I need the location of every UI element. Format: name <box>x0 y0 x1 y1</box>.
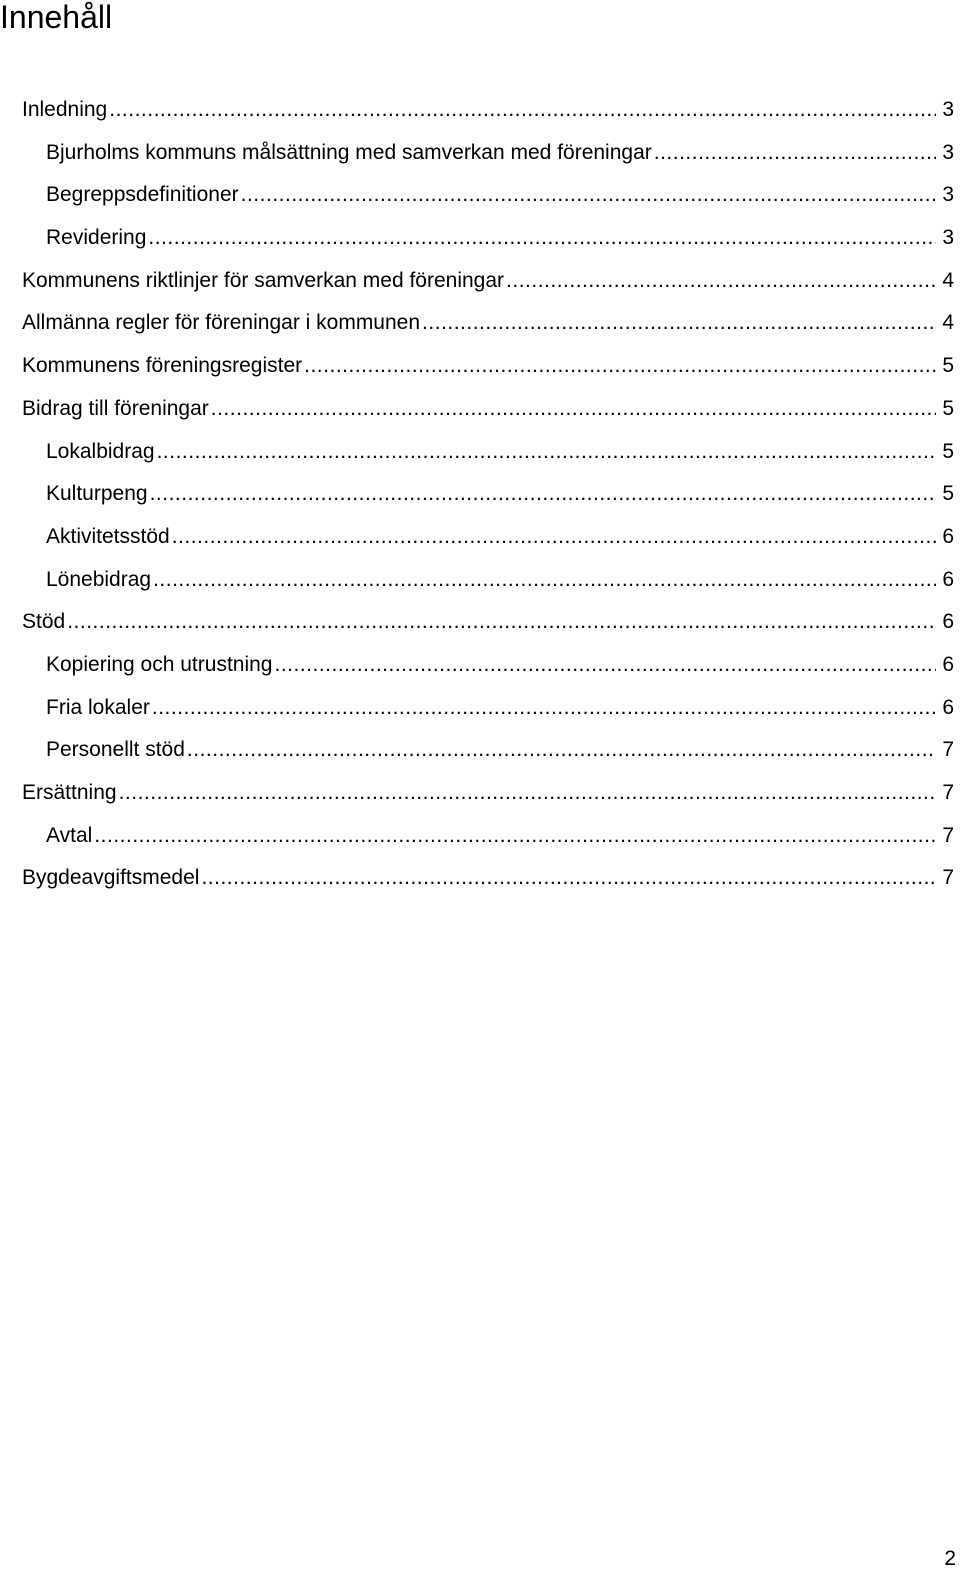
toc-dot-leader <box>157 431 937 474</box>
toc-entry-label: Avtal <box>46 823 93 847</box>
toc-entry-page: 6 <box>942 524 954 548</box>
toc-link[interactable] <box>0 217 960 260</box>
toc-entry[interactable] <box>0 217 960 260</box>
toc-dot-leader <box>304 345 936 388</box>
toc-entry-label: Kommunens föreningsregister <box>22 354 303 378</box>
toc-link[interactable] <box>0 174 960 217</box>
toc-entry[interactable] <box>0 729 960 772</box>
toc-entry-label: Bygdeavgiftsmedel <box>22 866 200 890</box>
toc-entry-page: 7 <box>942 738 954 762</box>
toc-entry-page: 7 <box>942 781 954 804</box>
toc-entry-page: 3 <box>942 226 954 250</box>
toc-entry[interactable] <box>0 644 960 687</box>
toc-entry[interactable] <box>0 89 960 132</box>
toc-dot-leader <box>506 260 936 303</box>
toc-entry[interactable] <box>0 431 960 474</box>
toc-link[interactable] <box>0 815 960 858</box>
toc-dot-leader <box>150 473 937 516</box>
toc-entry-label: Stöd <box>22 610 66 634</box>
toc-entry[interactable] <box>0 388 960 431</box>
toc-dot-leader <box>172 516 937 559</box>
toc-entry-label: Kulturpeng <box>46 482 148 506</box>
toc-link[interactable] <box>0 687 960 730</box>
toc-dot-leader <box>94 815 936 858</box>
toc-link[interactable] <box>0 729 960 772</box>
toc-entry-label: Kopiering och utrustning <box>46 652 273 676</box>
toc-entry-page: 5 <box>942 396 954 420</box>
toc-entry-label: Fria lokaler <box>46 695 150 719</box>
toc-entry-page: 5 <box>942 482 954 506</box>
toc-link[interactable] <box>0 857 960 900</box>
toc-link[interactable] <box>0 302 960 345</box>
toc-entry-label: Ersättning <box>22 781 117 804</box>
toc-link[interactable] <box>0 473 960 516</box>
toc-dot-leader <box>119 772 937 815</box>
toc-link[interactable] <box>0 644 960 687</box>
toc-dot-leader <box>187 729 936 772</box>
toc-entry[interactable] <box>0 260 960 303</box>
toc-entry[interactable] <box>0 302 960 345</box>
toc-dot-leader <box>109 89 936 132</box>
toc-entry-page: 6 <box>942 567 954 591</box>
toc-entry-page: 6 <box>942 652 954 676</box>
toc-link[interactable] <box>0 559 960 602</box>
toc-entry-label: Aktivitetsstöd <box>46 524 170 548</box>
toc-dot-leader <box>274 644 936 687</box>
toc-entry-label: Personellt stöd <box>46 738 185 762</box>
toc-dot-leader <box>654 132 937 175</box>
toc-entry[interactable] <box>0 687 960 730</box>
toc-entry-page: 4 <box>942 268 954 292</box>
toc-entry[interactable] <box>0 815 960 858</box>
toc-entry-page: 7 <box>942 823 954 847</box>
toc-dot-leader <box>211 388 937 431</box>
toc-link[interactable] <box>0 388 960 431</box>
toc-dot-leader <box>152 687 936 730</box>
toc-entry-page: 3 <box>942 98 954 121</box>
toc-entry-page: 7 <box>942 866 954 890</box>
toc-entry[interactable] <box>0 601 960 644</box>
page-number: 2 <box>944 1547 956 1570</box>
toc-entry-label: Lönebidrag <box>46 567 152 591</box>
toc-entry-label: Begreppsdefinitioner <box>46 183 239 207</box>
toc-entry-page: 3 <box>942 140 954 164</box>
toc-dot-leader <box>153 559 936 602</box>
toc-entry-page: 5 <box>942 354 954 378</box>
toc-dot-leader <box>67 601 936 644</box>
toc-entry-label: Bidrag till föreningar <box>22 396 209 420</box>
page-title: Innehåll <box>0 0 113 35</box>
toc-entry-label: Kommunens riktlinjer för samverkan med föreningar <box>22 268 505 292</box>
toc-entry[interactable] <box>0 345 960 388</box>
table-of-contents <box>0 89 960 900</box>
toc-entry[interactable] <box>0 857 960 900</box>
toc-entry-label: Lokalbidrag <box>46 439 155 463</box>
toc-link[interactable] <box>0 132 960 175</box>
toc-link[interactable] <box>0 601 960 644</box>
toc-entry[interactable] <box>0 772 960 815</box>
toc-link[interactable] <box>0 772 960 815</box>
toc-entry[interactable] <box>0 559 960 602</box>
toc-dot-leader <box>241 174 937 217</box>
toc-entry-label: Allmänna regler för föreningar i kommunen <box>22 311 421 335</box>
toc-entry-page: 5 <box>942 439 954 463</box>
toc-entry-page: 6 <box>942 610 954 634</box>
toc-entry-page: 3 <box>942 183 954 207</box>
toc-dot-leader <box>422 302 936 345</box>
toc-entry[interactable] <box>0 516 960 559</box>
toc-dot-leader <box>201 857 936 900</box>
toc-entry-label: Inledning <box>22 98 108 121</box>
toc-entry-label: Bjurholms kommuns målsättning med samverkan med föreningar <box>46 140 652 164</box>
toc-link[interactable] <box>0 89 960 132</box>
toc-entry-page: 4 <box>942 311 954 335</box>
toc-entry[interactable] <box>0 473 960 516</box>
toc-link[interactable] <box>0 260 960 303</box>
toc-entry-page: 6 <box>942 695 954 719</box>
toc-link[interactable] <box>0 516 960 559</box>
toc-dot-leader <box>148 217 936 260</box>
toc-link[interactable] <box>0 345 960 388</box>
toc-link[interactable] <box>0 431 960 474</box>
toc-entry-label: Revidering <box>46 226 147 250</box>
toc-entry[interactable] <box>0 132 960 175</box>
toc-entry[interactable] <box>0 174 960 217</box>
